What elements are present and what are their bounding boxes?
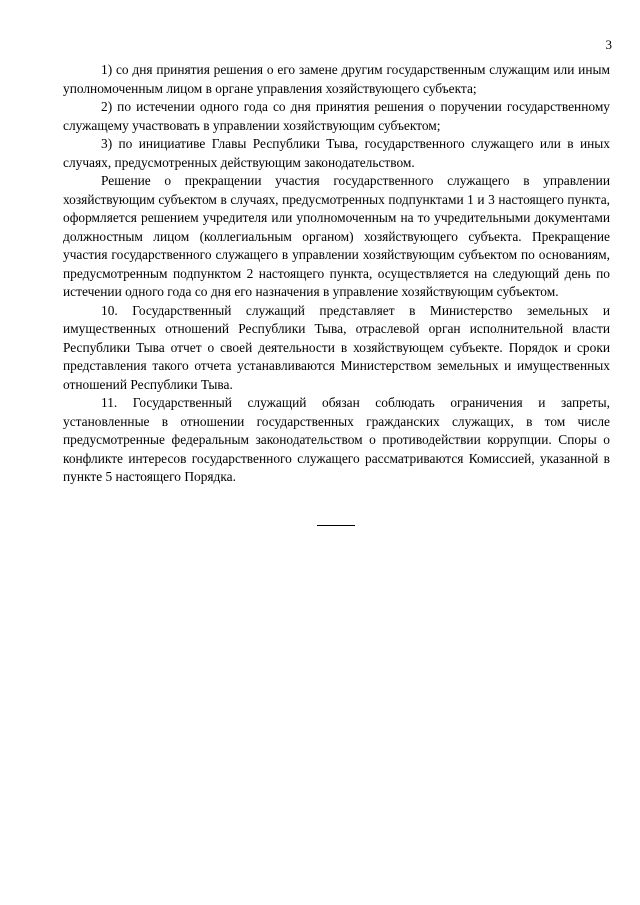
paragraph-item-10: 10. Государственный служащий представляет в Министерство земельных и имущественных отношений Республики Тыва, отраслевой орган исполнительной власти Республики Тыва отчет о своей деятельности в хозяйствующем субъекте. Порядок и сроки представления такого отчета устанавливаются Министерством земельных и имущественных отношений Республики Тыва. xyxy=(63,302,610,392)
page-number: 3 xyxy=(605,37,612,52)
paragraph-subitem-2: 2) по истечении одного года со дня принятия решения о поручении государственному служащему участвовать в управлении хозяйствующим субъектом; xyxy=(63,99,610,133)
end-separator-line xyxy=(317,525,355,526)
paragraph-termination-decision: Решение о прекращении участия государственного служащего в управлении хозяйствующим субъектом в случаях, предусмотренных подпунктами 1 и 3 настоящего пункта, оформляется решением учредителя или уполномоченным на то учредительными документами должностным лицом (коллегиальным органом) хозяйствующего субъекта. Прекращение участия государственного служащего в управлении хозяйствующим субъектом по основаниям, предусмотренным подпунктом 2 настоящего пункта, осуществляется на следующий день по истечении одного года со дня его назначения в управление хозяйствующим субъектом. xyxy=(63,173,610,299)
paragraph-subitem-1: 1) со дня принятия решения о его замене другим государственным служащим или иным уполномоченным лицом в органе управления хозяйствующего субъекта; xyxy=(63,62,610,96)
paragraph-item-11: 11. Государственный служащий обязан соблюдать ограничения и запреты, установленные в отношении государственных гражданских служащих, в том числе предусмотренные федеральным законодательством о противодействии коррупции. Споры о конфликте интересов государственного служащего рассматриваются Комиссией, указанной в пункте 5 настоящего Порядка. xyxy=(63,395,610,484)
document-body xyxy=(63,61,610,487)
paragraph-subitem-3: 3) по инициативе Главы Республики Тыва, государственного служащего или в иных случаях, предусмотренных действующим законодательством. xyxy=(63,136,610,170)
